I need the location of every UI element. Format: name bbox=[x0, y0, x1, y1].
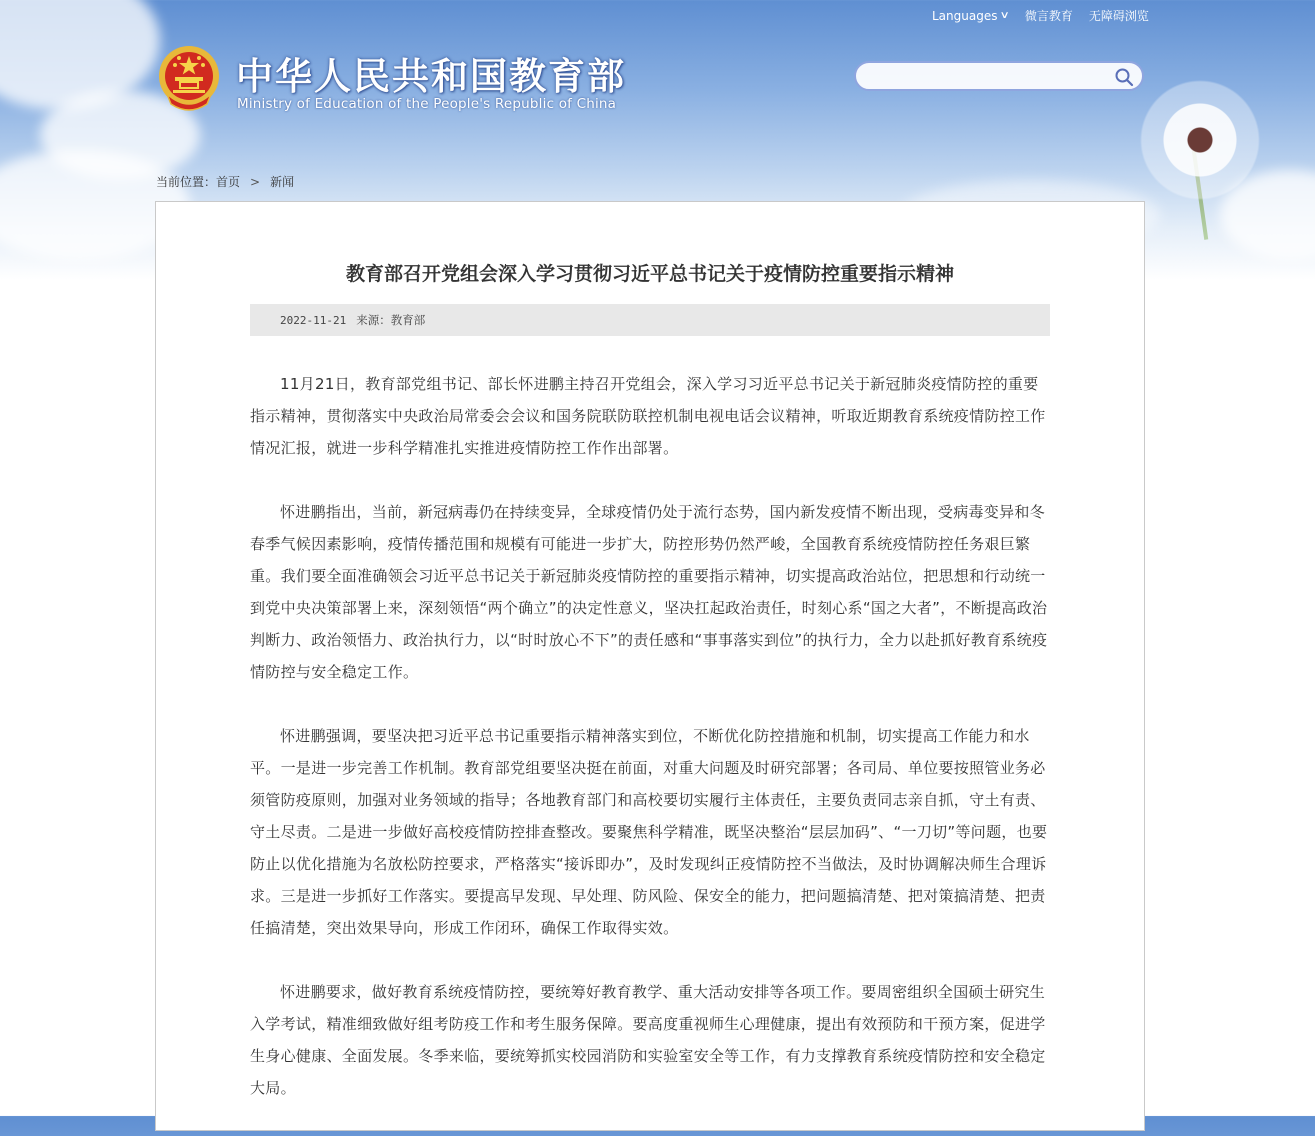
article-paragraph: 怀进鹏要求，做好教育系统疫情防控，要统筹好教育教学、重大活动安排等各项工作。要周密组织全国硕士研究生入学考试，精准细致做好组考防疫工作和考生服务保障。要高度重视师生心理健康，提出有效预防和干预方案，促进学生身心健康、全面发展。冬季来临，要统筹抓实校园消防和实验室安全等工作，有力支撑教育系统疫情防控和安全稳定大局。 bbox=[250, 983, 1046, 1097]
article-paragraph: 11月21日，教育部党组书记、部长怀进鹏主持召开党组会，深入学习习近平总书记关于新冠肺炎疫情防控的重要指示精神，贯彻落实中央政治局常委会会议和国务院联防联控机制电视电话会议精神，听取近期教育系统疫情防控工作情况汇报，就进一步科学精准扎实推进疫情防控工作作出部署。 bbox=[250, 375, 1046, 457]
breadcrumb-prefix: 当前位置： bbox=[156, 175, 217, 189]
article-body bbox=[250, 368, 1050, 1136]
accessibility-link[interactable]: 无障碍浏览 bbox=[1088, 9, 1149, 23]
site-subtitle: Ministry of Education of the People's Republic of China bbox=[237, 96, 617, 112]
languages-label: Languages bbox=[932, 8, 998, 23]
chevron-down-icon: ∨ bbox=[1000, 10, 1011, 21]
search-box bbox=[854, 61, 1144, 91]
search-icon[interactable] bbox=[1114, 67, 1134, 87]
weibo-link[interactable]: 微言教育 bbox=[1024, 9, 1073, 23]
article-paragraph: 怀进鹏指出，当前，新冠病毒仍在持续变异，全球疫情仍处于流行态势，国内新发疫情不断出现，受病毒变异和冬春季气候因素影响，疫情传播范围和规模有可能进一步扩大，防控形势仍然严峻，全国教育系统疫情防控任务艰巨繁重。我们要全面准确领会习近平总书记关于新冠肺炎疫情防控的重要指示精神，切实提高政治站位，把思想和行动统一到党中央决策部署上来，深刻领悟“两个确立”的决定性意义，坚决扛起政治责任，时刻心系“国之大者”，不断提高政治判断力、政治领悟力、政治执行力，以“时时放心不下”的责任感和“事事落实到位”的执行力，全力以赴抓好教育系统疫情防控与安全稳定工作。 bbox=[250, 503, 1048, 681]
breadcrumb-home-link[interactable]: 首页 bbox=[216, 175, 241, 189]
national-emblem-icon bbox=[157, 44, 221, 112]
top-links bbox=[932, 7, 1149, 24]
article-title: 教育部召开党组会深入学习贯彻习近平总书记关于疫情防控重要指示精神 bbox=[345, 263, 954, 285]
article-date: 2022-11-21 bbox=[280, 314, 347, 327]
breadcrumb-current: 新闻 bbox=[270, 175, 295, 189]
breadcrumb bbox=[156, 173, 294, 190]
languages-menu[interactable] bbox=[932, 7, 1009, 24]
site-title[interactable]: 中华人民共和国教育部 bbox=[236, 55, 626, 98]
article-paragraph: 怀进鹏强调，要坚决把习近平总书记重要指示精神落实到位，不断优化防控措施和机制，切实提高工作能力和水平。一是进一步完善工作机制。教育部党组要坚决挺在前面，对重大问题及时研究部署；各司局、单位要按照管业务必须管防疫原则，加强对业务领域的指导；各地教育部门和高校要切实履行主体责任，主要负责同志亲自抓，守土有责、守土尽责。二是进一步做好高校疫情防控排查整改。要聚焦科学精准，既坚决整治“层层加码”、“一刀切”等问题，也要防止以优化措施为名放松防控要求，严格落实“接诉即办”，及时发现纠正疫情防控不当做法，及时协调解决师生合理诉求。三是进一步抓好工作落实。要提高早发现、早处理、防风险、保安全的能力，把问题搞清楚、把对策搞清楚、把责任搞清楚，突出效果导向，形成工作闭环，确保工作取得实效。 bbox=[250, 727, 1048, 937]
article-container bbox=[155, 201, 1145, 1131]
dandelion-decoration bbox=[1140, 80, 1260, 200]
article-meta-bar bbox=[250, 304, 1050, 336]
article-source: 来源：教育部 bbox=[356, 313, 426, 327]
breadcrumb-separator: > bbox=[250, 175, 261, 189]
search-input[interactable] bbox=[870, 67, 1104, 87]
